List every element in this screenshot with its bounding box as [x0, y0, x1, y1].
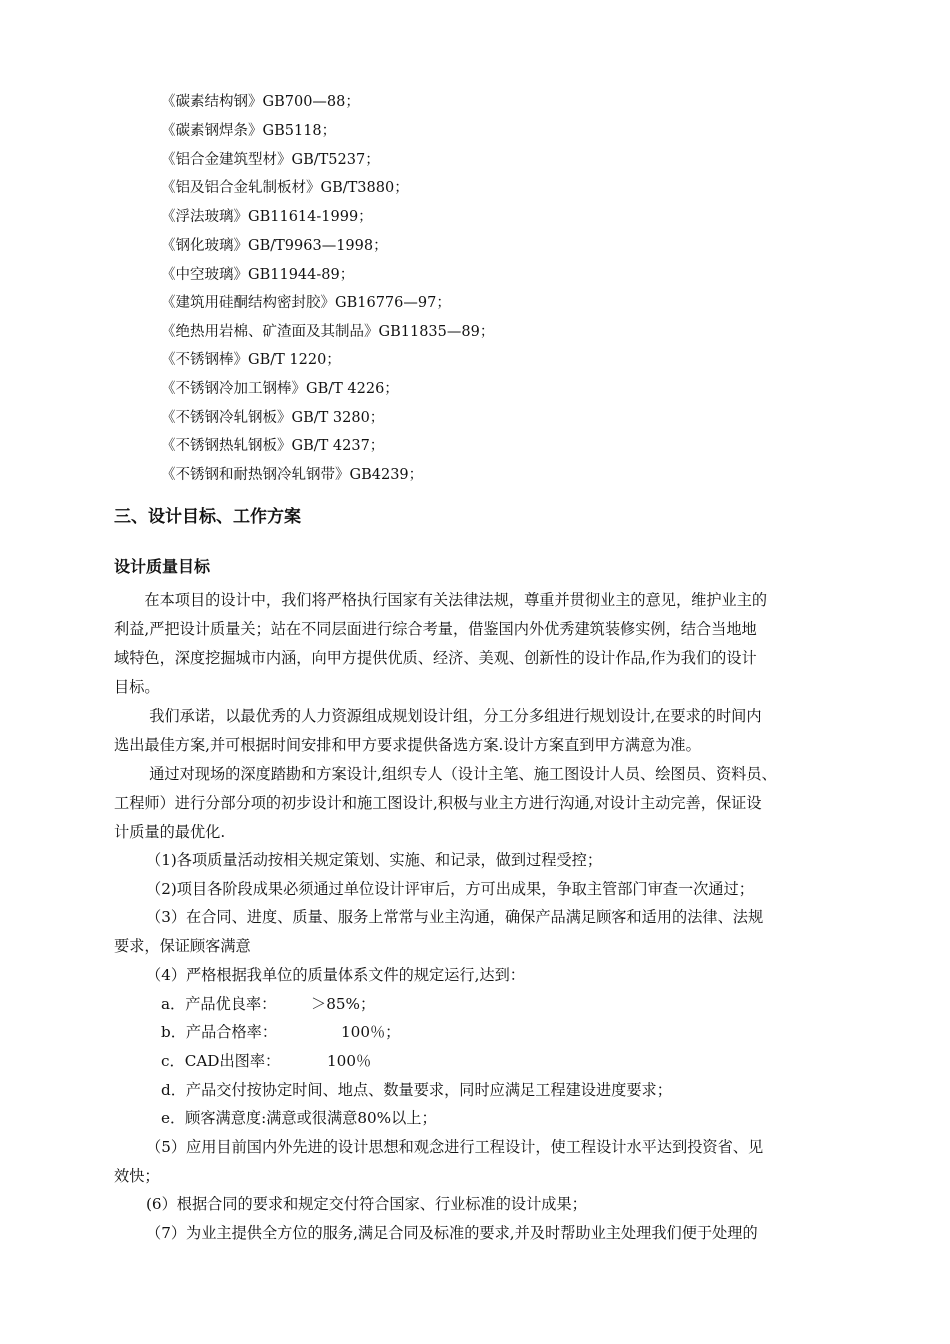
list-item: （5）应用目前国内外先进的设计思想和观念进行工程设计，使工程设计水平达到投资省、见 — [146, 1138, 764, 1156]
standard-item: 《钢化玻璃》GB/T9963—1998； — [161, 238, 388, 254]
list-item: （1)各项质量活动按相关规定策划、实施、和记录，做到过程受控； — [146, 851, 603, 869]
list-item: (6）根据合同的要求和规定交付符合国家、行业标准的设计成果； — [146, 1195, 587, 1213]
metric-label: b．产品合格率： — [161, 1023, 278, 1041]
standard-item: 《不锈钢和耐热钢冷轧钢带》GB4239； — [161, 467, 424, 483]
metric-value: 100％； — [341, 1023, 401, 1041]
standard-item: 《不锈钢棒》GB/T 1220； — [161, 352, 341, 368]
paragraph-line: 目标。 — [114, 678, 160, 696]
metric-row — [161, 1022, 400, 1042]
paragraph-intro — [114, 586, 842, 702]
standard-item: 《铝合金建筑型材》GB/T5237； — [161, 152, 380, 168]
subsection-title: 设计质量目标 — [114, 557, 211, 576]
section-title: 三、设计目标、工作方案 — [114, 507, 301, 527]
paragraph-line: 在本项目的设计中，我们将严格执行国家有关法律法规，尊重并贯彻业主的意见，维护业主的 — [114, 591, 768, 609]
standard-item: 《绝热用岩棉、矿渣面及其制品》GB11835—89； — [161, 324, 495, 340]
standard-item: 《中空玻璃》GB11944-89； — [161, 267, 355, 283]
list-item: d．产品交付按协定时间、地点、数量要求，同时应满足工程建设进度要求； — [161, 1081, 672, 1099]
metric-row — [161, 994, 375, 1014]
list-item: （4）严格根据我单位的质量体系文件的规定运行,达到： — [146, 966, 525, 984]
metric-label: a．产品优良率： — [161, 995, 277, 1013]
paragraph-line: 我们承诺，以最优秀的人力资源组成规划设计组，分工分多组进行规划设计,在要求的时间内 — [114, 707, 762, 725]
metric-label: c．CAD出图率： — [161, 1052, 281, 1070]
standard-item: 《建筑用硅酮结构密封胶》GB16776—97； — [161, 295, 451, 311]
list-item: （3）在合同、进度、质量、服务上常常与业主沟通，确保产品满足顾客和适用的法律、法规 — [146, 908, 764, 926]
paragraph-line: 工程师）进行分部分项的初步设计和施工图设计,积极与业主方进行沟通,对设计主动完善，保证设 — [114, 794, 762, 812]
metric-value: 100％ — [327, 1052, 372, 1070]
list-item: （7）为业主提供全方位的服务,满足合同及标准的要求,并及时帮助业主处理我们便于处理的 — [146, 1224, 758, 1242]
standard-item: 《碳素结构钢》GB700—88； — [161, 94, 360, 110]
metric-row — [161, 1051, 371, 1071]
standard-item: 《不锈钢冷加工钢棒》GB/T 4226； — [161, 381, 399, 397]
paragraph-approach — [114, 760, 842, 847]
paragraph-commitment — [114, 702, 842, 760]
list-item-continuation: 效快； — [114, 1167, 160, 1185]
standard-item: 《铝及铝合金轧制板材》GB/T3880； — [161, 180, 409, 196]
paragraph-line: 计质量的最优化. — [114, 823, 226, 841]
list-item: e．顾客满意度:满意或很满意80%以上； — [161, 1109, 437, 1127]
paragraph-line: 选出最佳方案,并可根据时间安排和甲方要求提供备选方案.设计方案直到甲方满意为准。 — [114, 736, 701, 754]
paragraph-line: 通过对现场的深度踏勘和方案设计,组织专人（设计主笔、施工图设计人员、绘图员、资料员、 — [114, 765, 777, 783]
standard-item: 《不锈钢冷轧钢板》GB/T 3280； — [161, 410, 385, 426]
list-item: （2)项目各阶段成果必须通过单位设计评审后，方可出成果，争取主管部门审查一次通过； — [146, 880, 754, 898]
metric-value: ＞85%； — [311, 995, 376, 1013]
list-item-continuation: 要求，保证顾客满意 — [114, 937, 251, 955]
standard-item: 《不锈钢热轧钢板》GB/T 4237； — [161, 438, 385, 454]
standard-item: 《碳素钢焊条》GB5118； — [161, 123, 337, 139]
paragraph-line: 利益,严把设计质量关；站在不同层面进行综合考量，借鉴国内外优秀建筑装修实例，结合当地地 — [114, 620, 757, 638]
standard-item: 《浮法玻璃》GB11614-1999； — [161, 209, 373, 225]
paragraph-line: 域特色，深度挖掘城市内涵，向甲方提供优质、经济、美观、创新性的设计作品,作为我们的设计 — [114, 649, 757, 667]
